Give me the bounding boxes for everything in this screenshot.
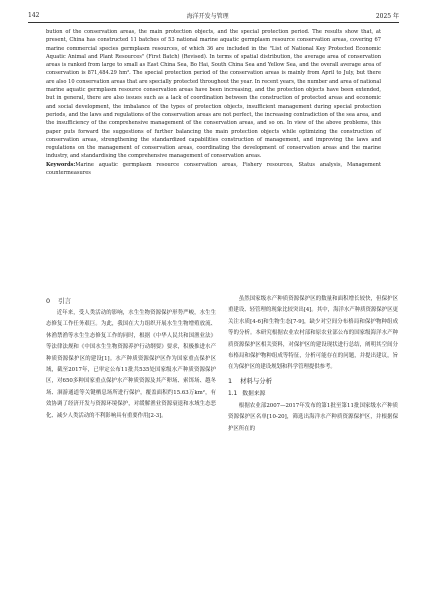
right-column bbox=[228, 294, 398, 435]
section-number: 1 bbox=[228, 376, 233, 385]
english-abstract bbox=[46, 28, 381, 177]
subsection-heading-data-source bbox=[228, 388, 398, 401]
section-number: 0 bbox=[46, 297, 51, 305]
data-source-paragraph: 根据农业部2007—2017年发布的第1批至第11批国家级水产种质资源保护区名单[10-20]，筛选出海洋水产种质资源保护区，并根据保护区所在的 bbox=[228, 402, 398, 432]
page-number: 142 bbox=[28, 11, 40, 19]
abstract-paragraph: bution of the conservation areas, the main protection objects, and the special protection period. The results show that, at present, China has constructed 11 batches of 53 national marine aquatic germplasm resource conservation areas, covering 67 marine commercial species germplasm resources, of which 36 are included in the "List of National Key Protected Economic Aquatic Animal and Plant Resources" (First Batch) (Revised). In terms of spatial distribution, the average area of conservation areas is ranked from large to small as East China Sea, Bo Hai, South China Sea and Yellow Sea, and the overall average area of conservation is 871,484.29 hm². The special protection period of the conservation areas is mainly from April to July, but there are also 10 conservation areas that are specially protected throughout the year. In recent years, the number and area of national marine aquatic germplasm resource conservation areas have been increasing, and the protection objects have been extended, but in general, there are also issues such as a lack of coordination between the construction of protected areas and economic and social development, the imbalance of the types of protection objects, insufficient management during special protection periods, and the laws and regulations of the conservation areas are not perfect, the increasing contradiction of the sea area, and the insufficiency of the comprehensive management of the conservation areas, and so on. In view of the above problems, this paper puts forward the suggestions of further balancing the main protection objects while optimizing the construction of conservation areas, strengthening the standardized capabilities construction of management, and improving the laws and regulations on the management of conservation areas, coordinating the development of conservation areas and the marine industry, and standardising the comprehensive management of conservation areas. bbox=[46, 29, 381, 160]
section-heading-materials bbox=[228, 374, 398, 388]
left-column bbox=[46, 294, 216, 422]
journal-name: 海洋开发与管理 bbox=[186, 12, 229, 20]
section-title: 材料与分析 bbox=[240, 376, 273, 385]
intro-paragraph-2: 虽然国家级水产种质资源保护区的数量和面积增长较快，但保护区重建设、轻管理的现象比较突出[4]。其中，海洋水产种质资源保护区更关注水质[4-6]和生物生态[7-9]，缺少对空间分布格局和保护物种组成等的分析。本研究根据农业农村部和原农业部公布的国家级海洋水产种质资源保护区相关资料，对保护区的建设现状进行总结，阐明其空间分布格局和保护物种组成等特征，分析可能存在的问题，并提出建议，旨在为保护区的建设规划和科学管理提供参考。 bbox=[228, 296, 398, 371]
page-header bbox=[28, 8, 399, 23]
publication-year: 2025 年 bbox=[375, 12, 399, 20]
intro-paragraph-1: 近年来，受人类活动的影响，水生生物资源保护形势严峻，水生生态修复工作任务艰巨。为此，我国在大力组织开展水生生物增殖放流、休渔禁渔等水生生态修复工作的同时，根据《中华人民共和国渔业法》等法律法规和《中国水生生物资源养护行动纲要》要求，积极推进水产种质资源保护区的建设[1]。水产种质资源保护区作为国家重点保护区域，截至2017年，已审定公布11批共535处国家级水产种质资源保护区，对650多种国家重点保护水产种质资源及其产卵场、索饵场、越冬场、洄游通道等关键栖息场所进行保护，覆盖面积约15.63万km²，有效协调了经济开发与资源环境保护，对缓解渔业资源衰退和水域生态恶化、减少人类活动的不利影响具有重要作用[2-3]。 bbox=[46, 310, 216, 419]
subsection-number: 1.1 bbox=[228, 390, 238, 397]
section-title: 引言 bbox=[58, 297, 71, 305]
subsection-title: 数据来源 bbox=[242, 390, 266, 397]
keywords-label: Keywords: bbox=[46, 161, 76, 168]
keywords-line bbox=[46, 161, 381, 178]
section-heading-intro bbox=[46, 294, 216, 308]
keywords-text: Marine aquatic germplasm resource conservation areas, Fishery resources, Status analysis, Management countermeasures bbox=[46, 161, 381, 177]
